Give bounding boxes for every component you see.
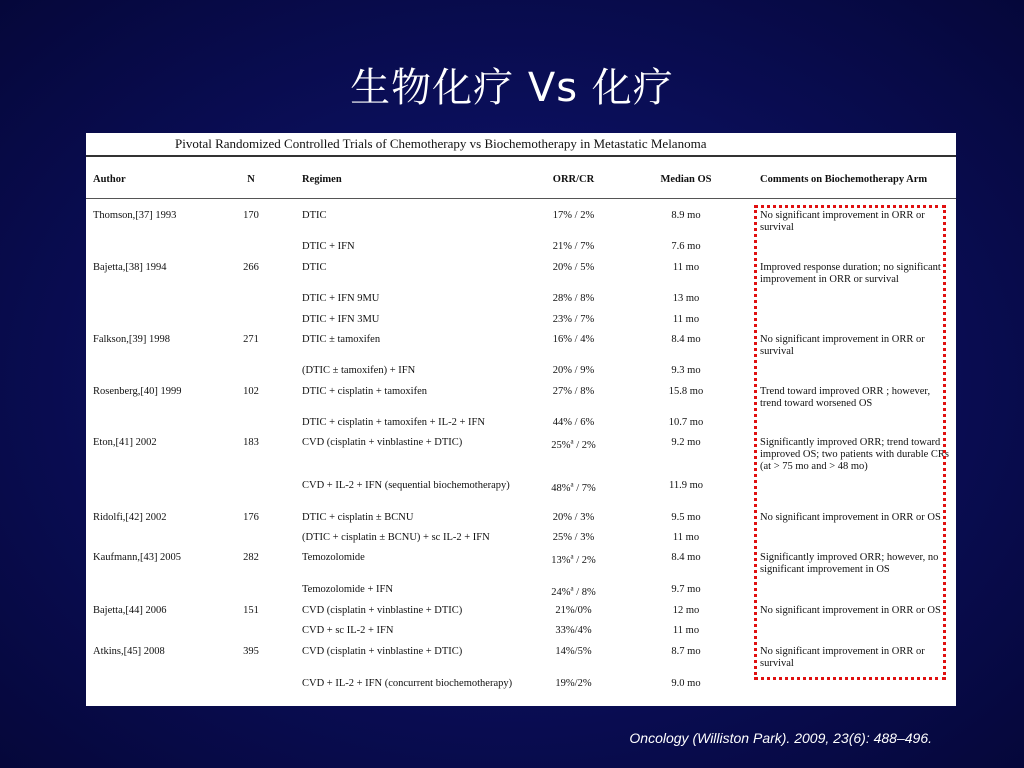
cell-n: 151 <box>243 605 259 616</box>
cell-regimen: DTIC + IFN 3MU <box>302 314 380 325</box>
cell-comment: Trend toward improved ORR ; however, trend toward worsened OS <box>760 386 931 409</box>
cell-orr: 21% / 7% <box>552 241 595 252</box>
cell-os: 9.2 mo <box>671 437 701 448</box>
cell-n: 176 <box>243 512 259 523</box>
cell-author: Falkson,[39] 1998 <box>93 334 170 345</box>
cell-orr: 24%$^a$ / 8% <box>551 584 596 598</box>
cell-comment: Improved response duration; no significant improvement in ORR or survival <box>760 262 941 285</box>
cell-os: 11 mo <box>672 314 700 325</box>
cell-orr: 13%$^a$ / 2% <box>551 552 596 566</box>
cell-os: 12 mo <box>672 605 700 616</box>
header-author: Author <box>93 174 126 185</box>
cell-regimen: CVD + IL-2 + IFN (concurrent biochemotherapy) <box>302 678 513 689</box>
cell-comment: No significant improvement in ORR or survival <box>760 646 925 669</box>
cell-os: 8.4 mo <box>671 334 701 345</box>
cell-regimen: CVD (cisplatin + vinblastine + DTIC) <box>302 437 463 448</box>
cell-n: 282 <box>243 552 259 563</box>
cell-orr: 23% / 7% <box>552 314 595 325</box>
header-bottom-rule <box>86 198 956 199</box>
cell-regimen: DTIC ± tamoxifen <box>302 334 381 345</box>
table-top-rule <box>86 155 956 157</box>
cell-os: 8.4 mo <box>671 552 701 563</box>
cell-orr: 19%/2% <box>555 678 592 689</box>
cell-author: Thomson,[37] 1993 <box>93 210 177 221</box>
cell-regimen: DTIC + IFN 9MU <box>302 293 380 304</box>
cell-regimen: DTIC + cisplatin + tamoxifen <box>302 386 427 397</box>
cell-orr: 44% / 6% <box>552 417 595 428</box>
cell-regimen: CVD (cisplatin + vinblastine + DTIC) <box>302 605 463 616</box>
cell-comment: No significant improvement in ORR or survival <box>760 334 925 357</box>
header-os: Median OS <box>660 174 712 185</box>
citation: Oncology (Williston Park). 2009, 23(6): 488–496. <box>629 730 932 746</box>
table-title: Pivotal Randomized Controlled Trials of Chemotherapy vs Biochemotherapy in Metastatic Melanoma <box>175 136 707 151</box>
comments-highlight-box <box>754 205 946 680</box>
slide-title: 生物化疗 Vs 化疗 <box>350 65 674 111</box>
cell-regimen: CVD (cisplatin + vinblastine + DTIC) <box>302 646 463 657</box>
cell-os: 9.7 mo <box>671 584 701 595</box>
cell-orr: 28% / 8% <box>552 293 595 304</box>
cell-comment: No significant improvement in ORR or OS <box>760 512 941 523</box>
cell-os: 8.9 mo <box>671 210 701 221</box>
cell-os: 7.6 mo <box>671 241 701 252</box>
cell-os: 11.9 mo <box>668 480 704 491</box>
cell-regimen: Temozolomide + IFN <box>302 584 393 595</box>
cell-os: 15.8 mo <box>668 386 704 397</box>
cell-author: Eton,[41] 2002 <box>93 437 157 448</box>
header-regimen: Regimen <box>302 174 342 185</box>
cell-author: Atkins,[45] 2008 <box>93 646 165 657</box>
cell-author: Kaufmann,[43] 2005 <box>93 552 182 563</box>
cell-n: 183 <box>243 437 259 448</box>
cell-orr: 14%/5% <box>555 646 592 657</box>
cell-orr: 25%$^a$ / 2% <box>551 437 596 451</box>
cell-os: 13 mo <box>672 293 700 304</box>
cell-comment: No significant improvement in ORR or survival <box>760 210 925 233</box>
cell-comment: No significant improvement in ORR or OS <box>760 605 941 616</box>
cell-regimen: DTIC <box>302 262 327 273</box>
cell-regimen: CVD + IL-2 + IFN (sequential biochemotherapy) <box>302 480 510 491</box>
cell-orr: 48%$^a$ / 7% <box>551 480 596 494</box>
header-comments: Comments on Biochemotherapy Arm <box>760 174 928 185</box>
cell-os: 9.5 mo <box>671 512 701 523</box>
cell-n: 102 <box>243 386 259 397</box>
cell-regimen: CVD + sc IL-2 + IFN <box>302 625 394 636</box>
header-orr: ORR/CR <box>552 174 595 185</box>
cell-orr: 16% / 4% <box>552 334 595 345</box>
header-n: N <box>247 174 255 185</box>
cell-orr: 25% / 3% <box>552 532 595 543</box>
cell-orr: 21%/0% <box>555 605 592 616</box>
cell-author: Ridolfi,[42] 2002 <box>93 512 167 523</box>
cell-os: 8.7 mo <box>671 646 701 657</box>
cell-comment: Significantly improved ORR; however, no significant improvement in OS <box>760 552 939 575</box>
cell-orr: 27% / 8% <box>552 386 595 397</box>
cell-os: 11 mo <box>672 625 700 636</box>
cell-orr: 33%/4% <box>555 625 592 636</box>
cell-orr: 20% / 9% <box>552 365 595 376</box>
cell-orr: 17% / 2% <box>552 210 595 221</box>
cell-os: 11 mo <box>672 262 700 273</box>
cell-comment: Significantly improved ORR; trend toward improved OS; two patients with durable CRs (at > 75 mo and > 48 mo) <box>760 437 949 472</box>
cell-n: 395 <box>243 646 259 657</box>
cell-n: 170 <box>243 210 259 221</box>
cell-regimen: (DTIC ± tamoxifen) + IFN <box>302 365 416 376</box>
cell-regimen: DTIC + cisplatin ± BCNU <box>302 512 414 523</box>
cell-regimen: DTIC + IFN <box>302 241 355 252</box>
cell-regimen: DTIC + cisplatin + tamoxifen + IL-2 + IFN <box>302 417 485 428</box>
cell-orr: 20% / 5% <box>552 262 595 273</box>
cell-n: 271 <box>243 334 259 345</box>
cell-regimen: Temozolomide <box>302 552 365 563</box>
cell-os: 9.0 mo <box>671 678 701 689</box>
cell-author: Bajetta,[38] 1994 <box>93 262 167 273</box>
cell-os: 9.3 mo <box>671 365 701 376</box>
cell-author: Bajetta,[44] 2006 <box>93 605 167 616</box>
cell-orr: 20% / 3% <box>552 512 595 523</box>
cell-os: 11 mo <box>672 532 700 543</box>
cell-os: 10.7 mo <box>668 417 704 428</box>
cell-n: 266 <box>243 262 259 273</box>
cell-author: Rosenberg,[40] 1999 <box>93 386 182 397</box>
cell-regimen: DTIC <box>302 210 327 221</box>
cell-regimen: (DTIC + cisplatin ± BCNU) + sc IL-2 + IFN <box>302 532 490 543</box>
